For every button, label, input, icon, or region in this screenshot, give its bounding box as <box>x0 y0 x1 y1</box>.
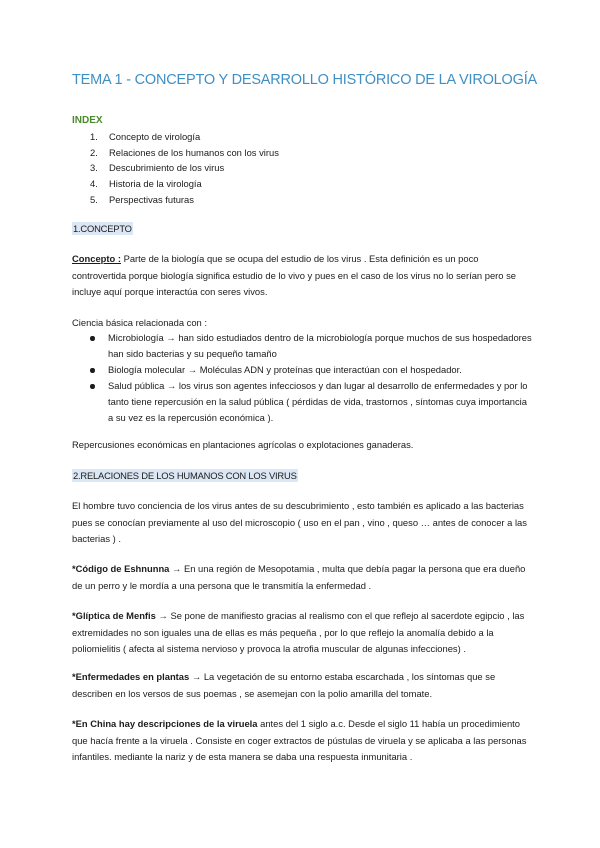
history-item-text: antes del 1 siglo a.c. Desde el siglo 11 había un procedimiento que hacía frente a la viruela . Consiste en coger extractos de pústulas de viruela y se aplicaba a las personas infantiles. mediante la nariz y de esta manera se daba una respuesta inmunitaria . <box>72 718 527 762</box>
history-item-plantas <box>72 669 532 702</box>
history-item-term: *Glíptica de Menfis <box>72 610 156 621</box>
history-item-eshnunna <box>72 561 532 594</box>
index-item-text: Descubrimiento de los virus <box>109 162 225 174</box>
repercussions-paragraph: Repercusiones económicas en plantaciones agrícolas o explotaciones ganaderas. <box>72 439 414 450</box>
history-item-menfis <box>72 608 532 658</box>
history-item-text: → Se pone de manifiesto gracias al realismo con el que reflejo al sacerdote egipcio , las extremidades no son iguales una de ellas es más pequeña , por lo que reflejo la anomalía debido a la poliomielitis ( afecta al sistema nervioso y provoca la atrofia muscular de algunas infecciones) . <box>72 610 525 654</box>
index-item-number: 2. <box>90 146 98 158</box>
index-item-text: Perspectivas futuras <box>109 193 194 205</box>
concept-text: Parte de la biología que se ocupa del estudio de los virus . Esta definición es un poco controvertida porque biología significa estudio de lo vivo y pues en el caso de los virus no lo serían pero se incluye aquí porque interactúa con seres vivos. <box>72 253 517 297</box>
index-item <box>72 145 279 161</box>
related-sciences-list <box>90 330 532 426</box>
index-list <box>72 129 279 207</box>
list-item: Salud pública → los virus son agentes infecciosos y dan lugar al desarrollo de enfermedades y por lo tanto tiene repercusión en la salud pública ( pérdidas de vida, trastornos , síntomas cuya importancia a su vez es la repercusión económica ). <box>90 378 532 426</box>
index-heading: INDEX <box>72 115 103 126</box>
history-item-term: *Código de Eshnunna <box>72 563 170 574</box>
related-sciences-intro: Ciencia básica relacionada con : <box>72 317 207 328</box>
concept-paragraph <box>72 251 532 301</box>
index-item-number: 5. <box>90 193 98 205</box>
page-title: TEMA 1 - CONCEPTO Y DESARROLLO HISTÓRICO DE LA VIROLOGÍA <box>72 72 538 88</box>
list-item: Microbiología → han sido estudiados dentro de la microbiología porque muchos de sus hospedadores han sido bacterias y su pequeño tamaño <box>90 330 532 362</box>
history-item-term: *En China hay descripciones de la viruela <box>72 718 258 729</box>
list-item: Biología molecular → Moléculas ADN y proteínas que interactúan con el hospedador. <box>90 362 532 378</box>
index-item-number: 1. <box>90 131 98 142</box>
history-item-text: → La vegetación de su entorno estaba escarchada , los síntomas que se describen en los versos de sus poemas , se asemejan con la polio amarilla del tomate. <box>72 671 496 699</box>
index-item-text: Historia de la virología <box>109 178 202 190</box>
history-item-viruela <box>72 716 532 766</box>
index-item <box>72 129 279 145</box>
concept-term: Concepto : <box>72 253 121 264</box>
section-1-heading: 1.CONCEPTO <box>73 223 132 234</box>
history-item-text: → En una región de Mesopotamia , multa que debía pagar la persona que era dueño de un perro y le mordía a una persona que le transmitía la enfermedad . <box>72 563 526 591</box>
section-2-heading: 2.RELACIONES DE LOS HUMANOS CON LOS VIRUS <box>73 470 297 481</box>
index-item <box>72 176 279 192</box>
index-item <box>72 192 279 208</box>
section-2-heading-wrap <box>72 469 298 482</box>
index-item <box>72 160 279 176</box>
history-item-term: *Enfermedades en plantas <box>72 671 190 682</box>
section-1-heading-wrap <box>72 222 133 235</box>
index-item-number: 3. <box>90 162 98 174</box>
index-item-text: Concepto de virología <box>109 131 201 142</box>
index-item-text: Relaciones de los humanos con los virus <box>109 146 279 158</box>
index-item-number: 4. <box>90 178 98 190</box>
section-2-intro: El hombre tuvo conciencia de los virus antes de su descubrimiento , esto también es aplicado a las bacterias pues se conocían previamente al uso del microscopio ( uso en el pan , vino , queso … antes de conocer a las bacterias ) . <box>72 500 527 544</box>
